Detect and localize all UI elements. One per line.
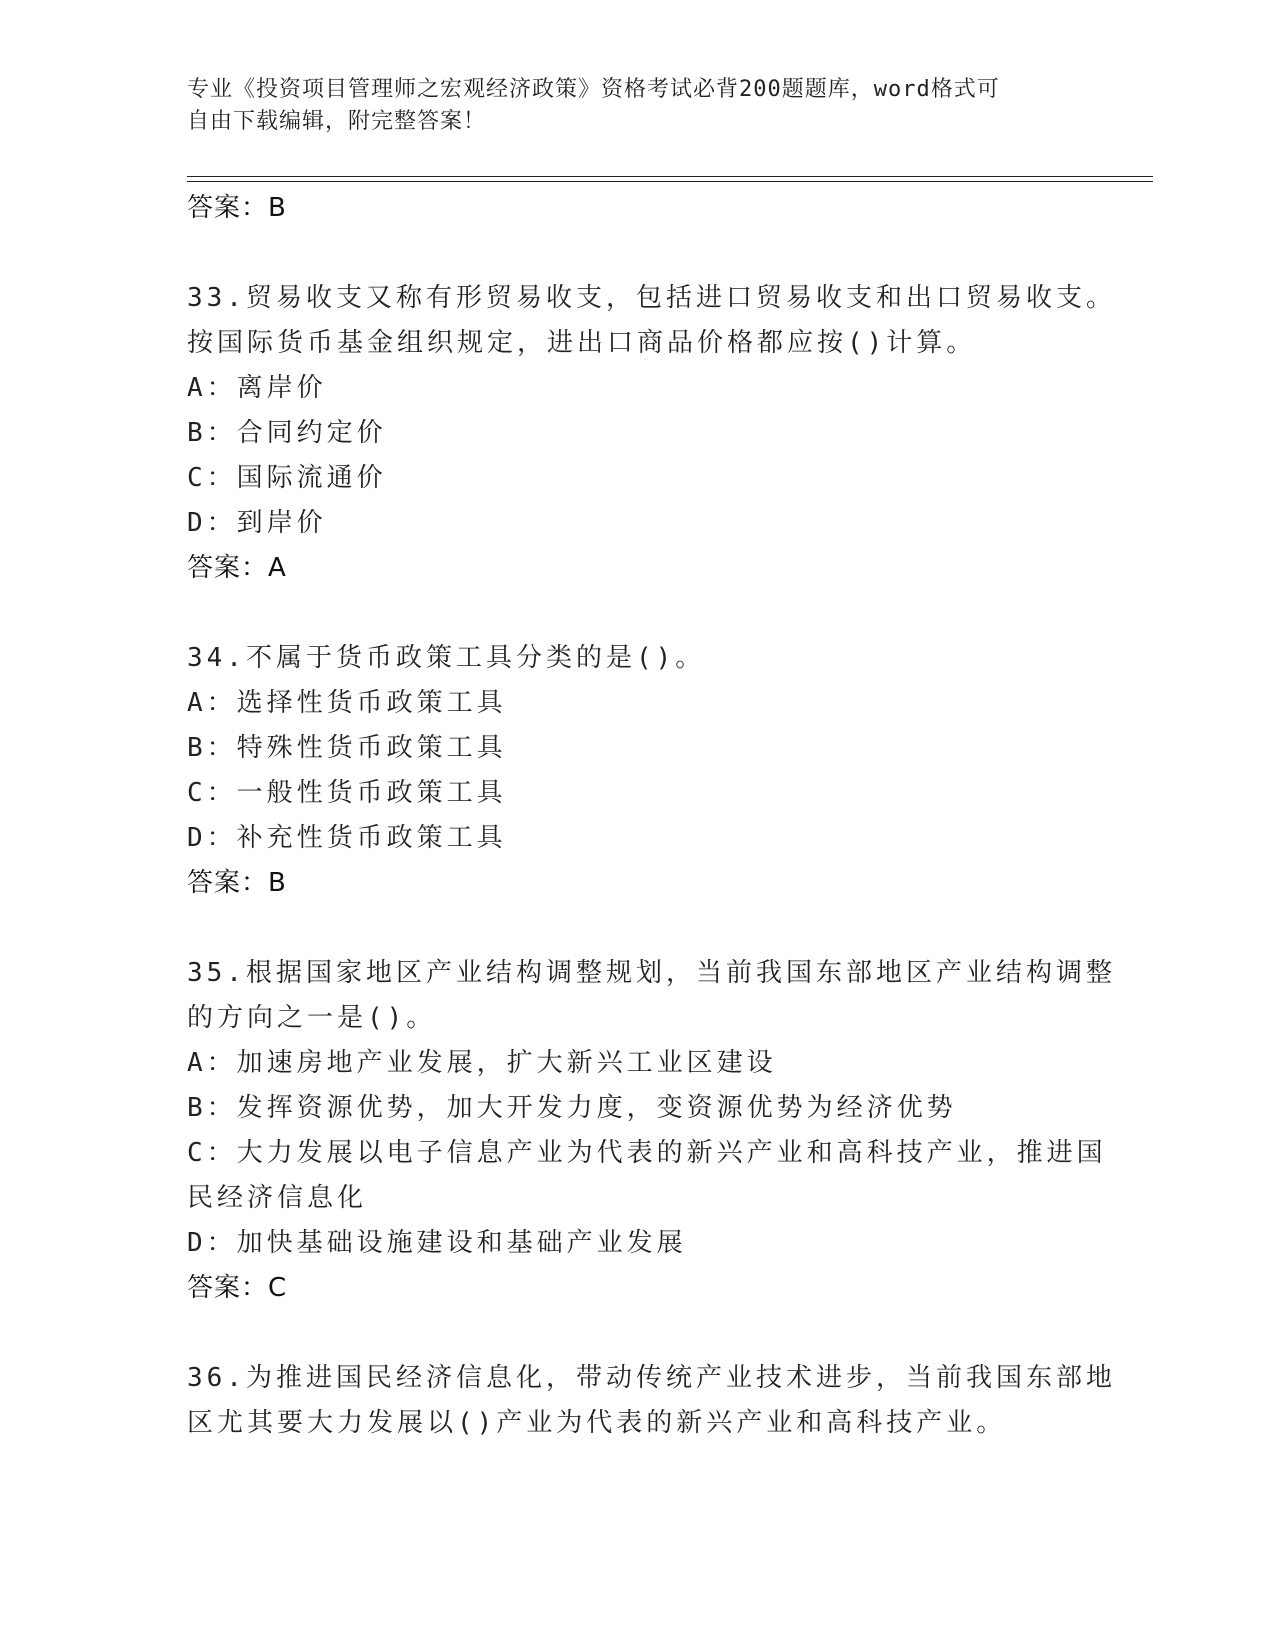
header-rule-thick xyxy=(187,181,1153,182)
document-body xyxy=(187,186,1116,1446)
option-b: B：合同约定价 xyxy=(187,418,387,448)
option-a: A：加速房地产业发展，扩大新兴工业区建设 xyxy=(187,1048,777,1078)
option-d: D：补充性货币政策工具 xyxy=(187,823,507,853)
header-rule-thin xyxy=(187,176,1153,177)
question-text-line: 34.不属于货币政策工具分类的是()。 xyxy=(187,643,706,673)
spacer xyxy=(187,591,1087,636)
spacer xyxy=(187,906,1087,951)
option-b: B：发挥资源优势，加大开发力度，变资源优势为经济优势 xyxy=(187,1093,957,1123)
question-text-line: 按国际货币基金组织规定，进出口商品价格都应按()计算。 xyxy=(187,328,977,358)
option-c: C：大力发展以电子信息产业为代表的新兴产业和高科技产业，推进国 xyxy=(187,1138,1107,1168)
option-c: C：一般性货币政策工具 xyxy=(187,778,507,808)
answer: 答案：B xyxy=(187,868,287,898)
document-header xyxy=(187,74,1067,138)
question-33 xyxy=(187,276,1116,591)
answer: 答案：C xyxy=(187,1273,288,1303)
question-36 xyxy=(187,1356,1116,1446)
question-35 xyxy=(187,951,1116,1311)
answer-previous: 答案：B xyxy=(187,193,287,223)
question-text-line: 33.贸易收支又称有形贸易收支，包括进口贸易收支和出口贸易收支。 xyxy=(187,283,1116,313)
option-d: D：加快基础设施建设和基础产业发展 xyxy=(187,1228,687,1258)
spacer xyxy=(187,1311,1087,1356)
option-c: C：国际流通价 xyxy=(187,463,387,493)
option-d: D：到岸价 xyxy=(187,508,327,538)
answer: 答案：A xyxy=(187,553,287,583)
option-a: A：离岸价 xyxy=(187,373,327,403)
spacer xyxy=(187,231,1087,276)
header-line-1: 专业《投资项目管理师之宏观经济政策》资格考试必背200题题库，word格式可 xyxy=(187,77,1000,102)
option-c-continued: 民经济信息化 xyxy=(187,1183,368,1213)
question-text-line: 区尤其要大力发展以()产业为代表的新兴产业和高科技产业。 xyxy=(187,1408,1007,1438)
question-text-line: 35.根据国家地区产业结构调整规划，当前我国东部地区产业结构调整 xyxy=(187,958,1116,988)
header-line-2: 自由下载编辑，附完整答案！ xyxy=(187,109,487,134)
question-34 xyxy=(187,636,1087,906)
question-text-line: 36.为推进国民经济信息化，带动传统产业技术进步，当前我国东部地 xyxy=(187,1363,1116,1393)
option-b: B：特殊性货币政策工具 xyxy=(187,733,507,763)
option-a: A：选择性货币政策工具 xyxy=(187,688,507,718)
question-text-line: 的方向之一是()。 xyxy=(187,1003,437,1033)
